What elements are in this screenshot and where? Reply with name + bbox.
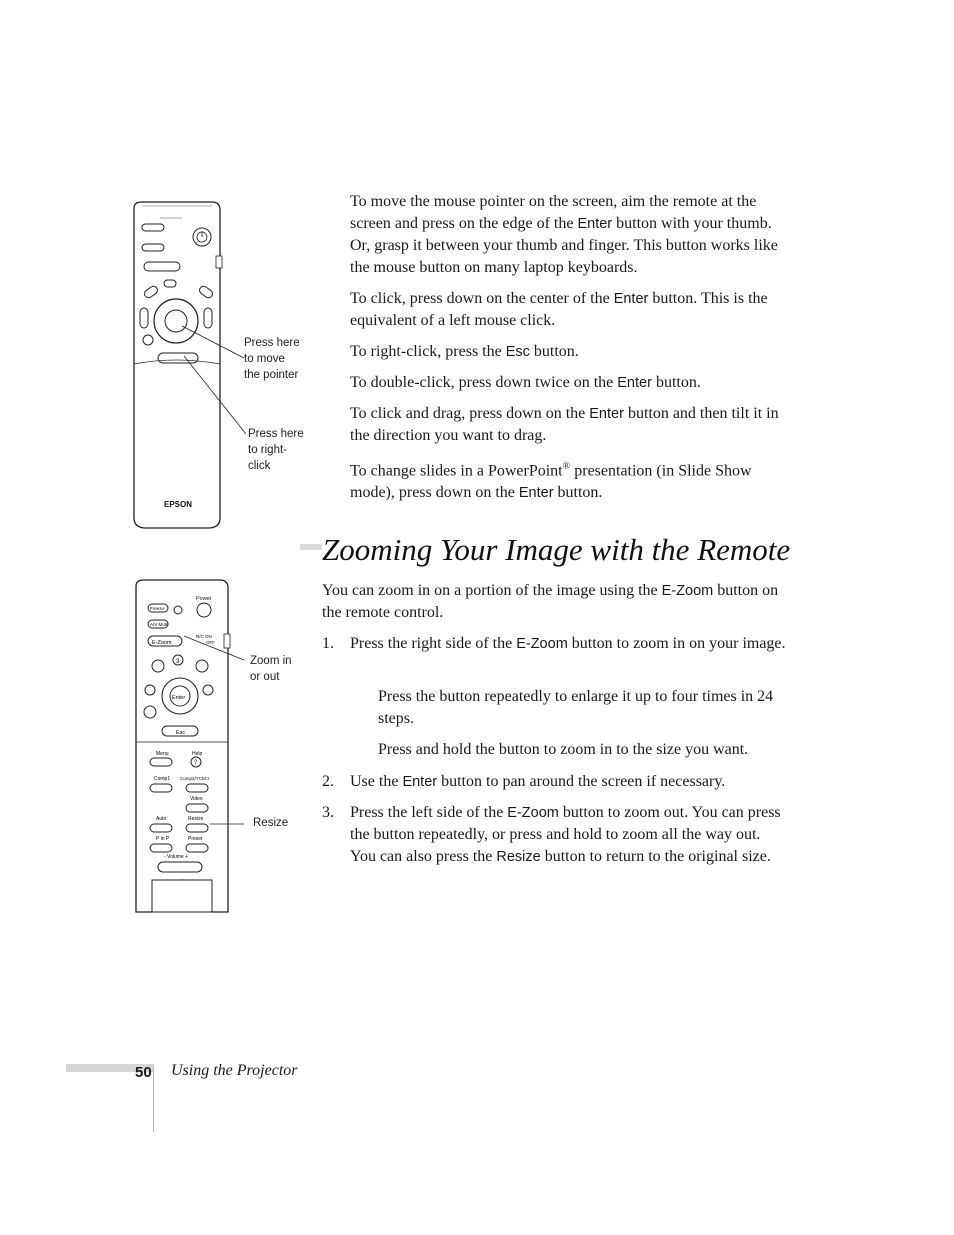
callout-right-click: Press here to right- click xyxy=(248,428,304,472)
r2-preset-label: Preset xyxy=(188,836,203,842)
r2-help-q: ? xyxy=(194,760,198,766)
paragraph-double-click: To double-click, press down twice on the Enter button. xyxy=(350,374,701,391)
callout-zoom: Zoom in or out xyxy=(250,655,292,683)
page-number: 50 xyxy=(135,1064,152,1081)
r2-ezoom-label: E-Zoom xyxy=(152,640,172,646)
step-1-sub-1: Press the button repeatedly to enlarge it up to four times in 24 steps. xyxy=(378,688,774,727)
r2-freeze-label: Freeze xyxy=(150,606,165,611)
footer-section-title: Using the Projector xyxy=(171,1062,298,1079)
footer-divider xyxy=(153,1066,154,1132)
step-number-3: 3. xyxy=(322,804,334,821)
callout-pointer: Press here to move the pointer xyxy=(244,337,300,381)
step-number-1: 1. xyxy=(322,635,334,652)
paragraph-move-pointer: To move the mouse pointer on the screen, aim the remote at the screen and press on the edge of the Enter button with your thumb. Or, grasp it between your thumb and finger. This button works like the mouse button on many laptop keyboards. xyxy=(350,193,778,276)
paragraph-right-click: To right-click, press the Esc button. xyxy=(350,343,579,360)
paragraph-powerpoint: To change slides in a PowerPoint® presentation (in Slide Show mode), press down on the Enter button. xyxy=(350,461,752,502)
r2-num3: 3 xyxy=(176,659,180,665)
step-number-2: 2. xyxy=(322,773,334,790)
r2-avmute-label: A/V Mute xyxy=(150,622,169,627)
remote1-brand: EPSON xyxy=(164,500,193,509)
r2-comp2-label: Comp2/YCbCr xyxy=(180,776,210,781)
r2-resize-label: Resize xyxy=(188,816,204,822)
r2-comp1-label: Comp1 xyxy=(154,776,171,782)
r2-rc-label: R/C ON xyxy=(196,634,212,639)
paragraph-click: To click, press down on the center of the Enter button. This is the equivalent of a left mouse click. xyxy=(350,290,768,329)
step-3: Press the left side of the E-Zoom button to zoom out. You can press the button repeatedly, or press and hold to zoom all the way out. You can also press the Resize button to return to the original size. xyxy=(350,804,781,865)
r2-enter-label: Enter xyxy=(172,695,186,701)
step-1: Press the right side of the E-Zoom button to zoom in on your image. xyxy=(350,635,786,652)
paragraph-zoom-intro: You can zoom in on a portion of the image using the E-Zoom button on the remote control. xyxy=(322,582,779,621)
r2-video-label: Video xyxy=(190,796,203,802)
r2-pinp-label: P in P xyxy=(156,836,170,842)
r2-volume-label: - Volume + xyxy=(164,854,189,860)
paragraph-drag: To click and drag, press down on the Enter button and then tilt it in the direction you want to drag. xyxy=(350,405,779,444)
section-heading: Zooming Your Image with the Remote xyxy=(322,532,796,568)
step-2: Use the Enter button to pan around the screen if necessary. xyxy=(350,773,726,790)
r2-esc-label: Esc xyxy=(176,730,186,736)
step-1-sub-2: Press and hold the button to zoom in to the size you want. xyxy=(378,741,749,758)
r2-auto-label: Auto xyxy=(156,816,167,822)
callout-resize: Resize xyxy=(253,817,289,829)
r2-help-label: Help xyxy=(192,751,203,757)
remote-illustration-zoom xyxy=(120,574,320,919)
r2-power-label: Power xyxy=(196,596,212,602)
r2-off-label: OFF xyxy=(206,640,215,645)
r2-menu-label: Menu xyxy=(156,751,169,757)
